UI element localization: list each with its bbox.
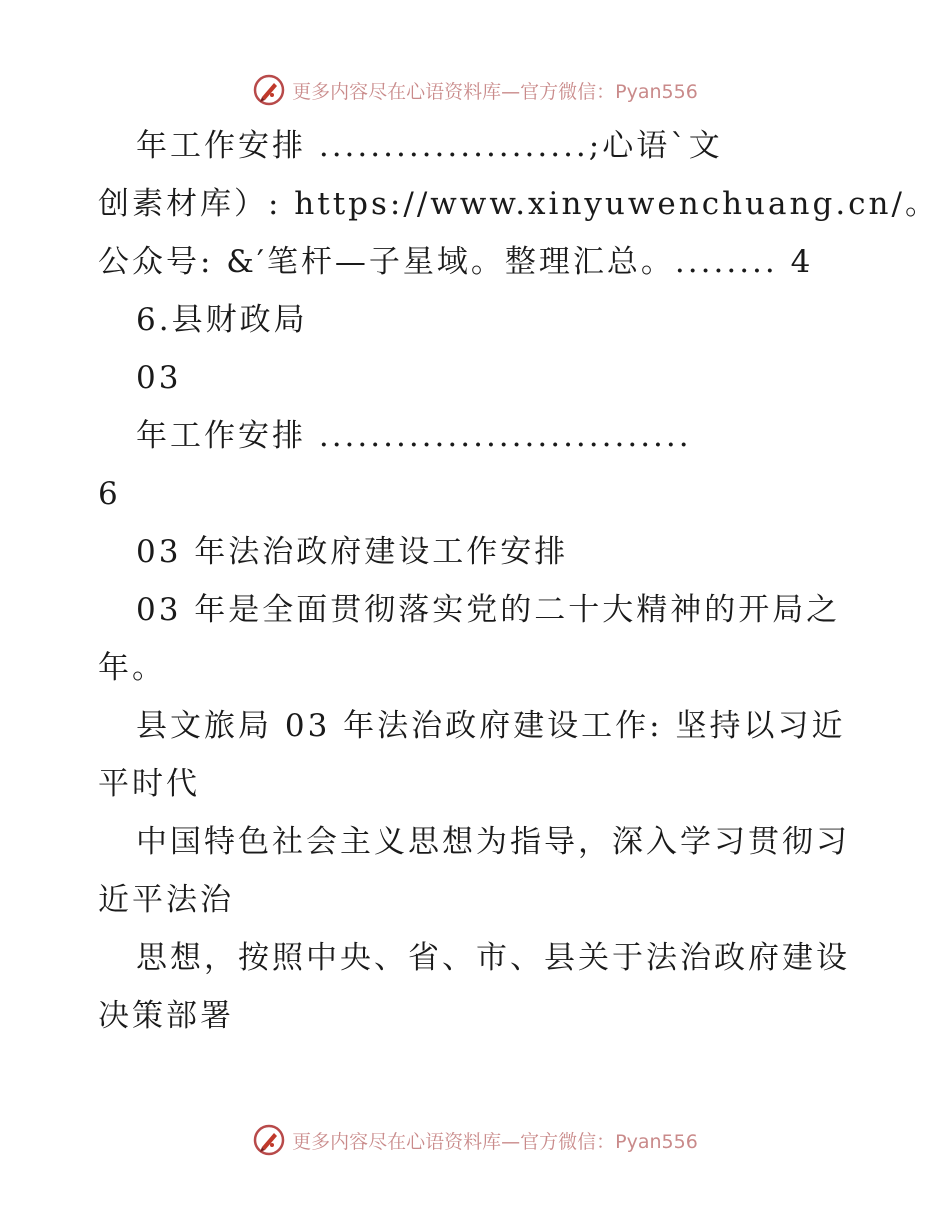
watermark-header <box>0 70 950 110</box>
paragraph-line: 思想，按照中央、省、市、县关于法治政府建设 <box>136 940 850 976</box>
watermark-footer <box>0 1120 950 1160</box>
paragraph-line: 6 <box>98 476 121 512</box>
paragraph-line: 公众号: &′笔杆—子星域。整理汇总。........ 4 <box>98 244 814 280</box>
watermark-text: 更多内容尽在心语资料库—官方微信：Pyan556 <box>292 80 698 103</box>
paragraph-line: 决策部署 <box>98 998 234 1034</box>
paragraph-line: 创素材库）: https://www.xinyuwenchuang.cn/。 <box>98 186 939 222</box>
paragraph-line: 6.县财政局 <box>136 302 308 338</box>
paragraph-line: 平时代 <box>98 766 200 802</box>
paragraph-line: 年工作安排 .....................;心语`文 <box>136 128 723 164</box>
section-heading: 03 年法治政府建设工作安排 <box>136 534 569 570</box>
paragraph-line: 年。 <box>98 650 166 686</box>
document-body <box>98 117 939 1045</box>
paragraph-line: 县文旅局 03 年法治政府建设工作: 坚持以习近 <box>136 708 846 744</box>
paragraph-line: 近平法治 <box>98 882 234 918</box>
pen-logo-icon <box>252 1123 286 1157</box>
paragraph-line: 03 年是全面贯彻落实党的二十大精神的开局之 <box>136 592 841 628</box>
watermark-text: 更多内容尽在心语资料库—官方微信：Pyan556 <box>292 1130 698 1153</box>
paragraph-line: 中国特色社会主义思想为指导，深入学习贯彻习 <box>136 824 850 860</box>
pen-logo-icon <box>252 73 286 107</box>
paragraph-line: 年工作安排 ............................. <box>136 418 692 454</box>
paragraph-line: 03 <box>136 360 182 396</box>
